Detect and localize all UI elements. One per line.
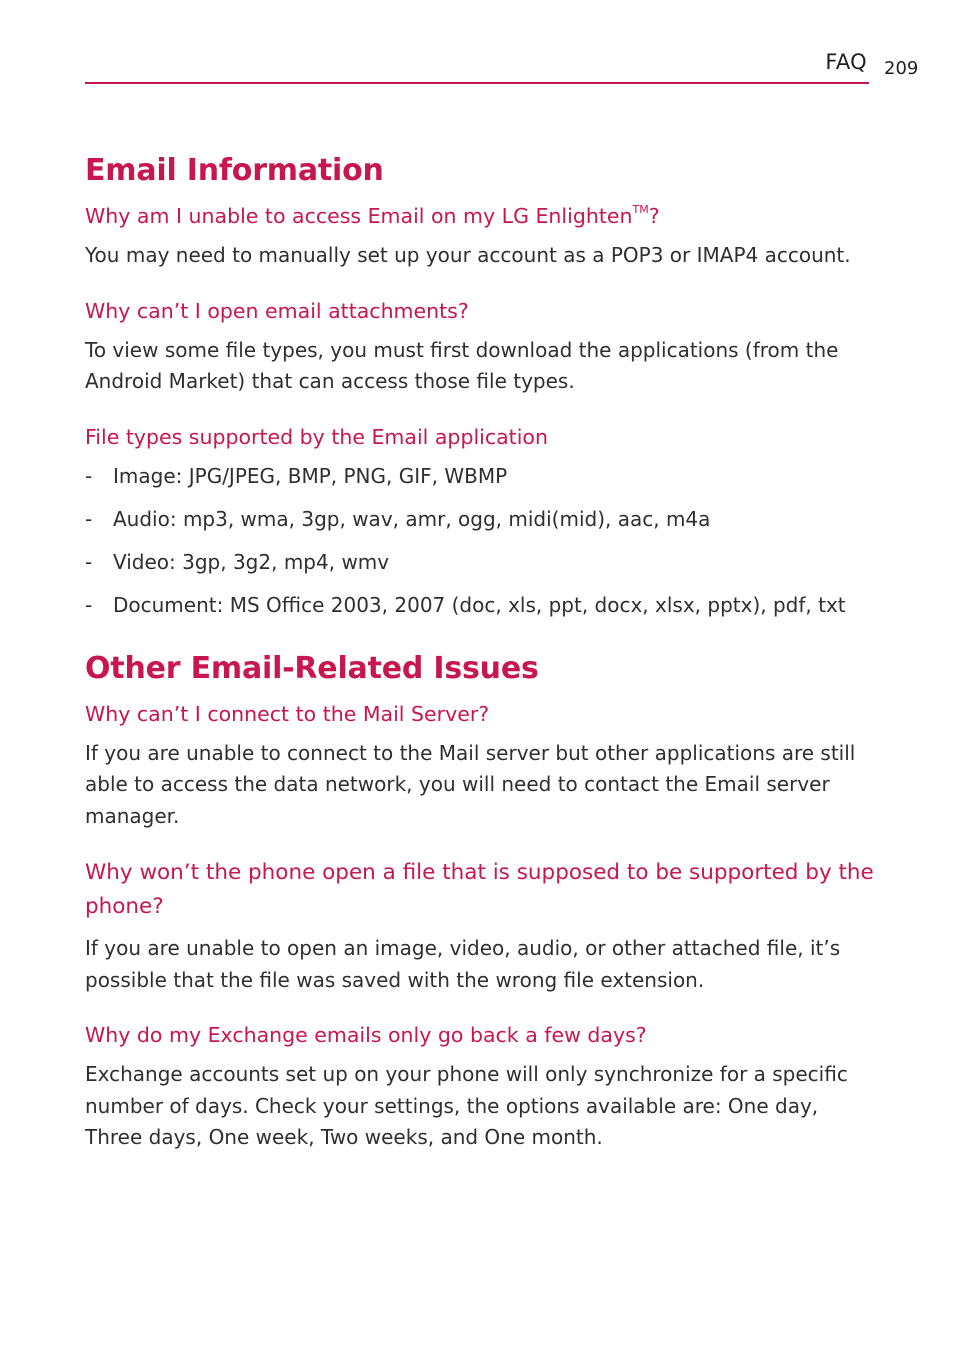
question-file-types: File types supported by the Email application xyxy=(85,424,548,449)
question-file-not-opening: Why won’t the phone open a file that is supposed to be supported by the phone? xyxy=(85,860,874,919)
page-header xyxy=(85,48,869,84)
page-number: 209 xyxy=(884,58,919,79)
answer-exchange-days: Exchange accounts set up on your phone will only synchronize for a specific number of days. Check your settings, the options available are: One day, Three days, One week, Two weeks, and One month. xyxy=(85,1062,848,1149)
answer-file-not-opening: If you are unable to open an image, video, audio, or other attached file, it’s possible that the file was saved with the wrong file extension. xyxy=(85,936,841,992)
answer-access-email: You may need to manually set up your account as a POP3 or IMAP4 account. xyxy=(85,243,851,267)
page-content xyxy=(85,150,875,1154)
trademark-sup: TM xyxy=(632,203,649,216)
section-title-other-issues: Other Email-Related Issues xyxy=(85,650,539,686)
header-section-title: FAQ xyxy=(825,50,867,74)
answer-open-attachments: To view some file types, you must first download the applications (from the Android Market) that can access those file types. xyxy=(85,337,839,393)
question-text: Why am I unable to access Email on my LG Enlighten xyxy=(85,204,633,228)
question-end: ? xyxy=(648,204,660,228)
question-open-attachments: Why can’t I open email attachments? xyxy=(85,298,469,323)
question-access-email xyxy=(85,201,875,231)
section-title-email-information: Email Information xyxy=(85,153,384,188)
list-item: - Image: JPG/JPEG, BMP, PNG, GIF, WBMP xyxy=(85,463,508,488)
answer-mail-server: If you are unable to connect to the Mail server but other applications are still able to access the data network, you will need to contact the Email server manager. xyxy=(85,740,856,828)
list-item: - Audio: mp3, wma, 3gp, wav, amr, ogg, midi(mid), aac, m4a xyxy=(85,506,711,531)
file-types-list xyxy=(85,461,875,620)
question-exchange-days: Why do my Exchange emails only go back a few days? xyxy=(85,1023,647,1047)
question-mail-server: Why can’t I connect to the Mail Server? xyxy=(85,701,490,726)
list-item: - Document: MS Office 2003, 2007 (doc, xls, ppt, docx, xlsx, pptx), pdf, txt xyxy=(85,592,846,617)
list-item: - Video: 3gp, 3g2, mp4, wmv xyxy=(85,549,390,574)
